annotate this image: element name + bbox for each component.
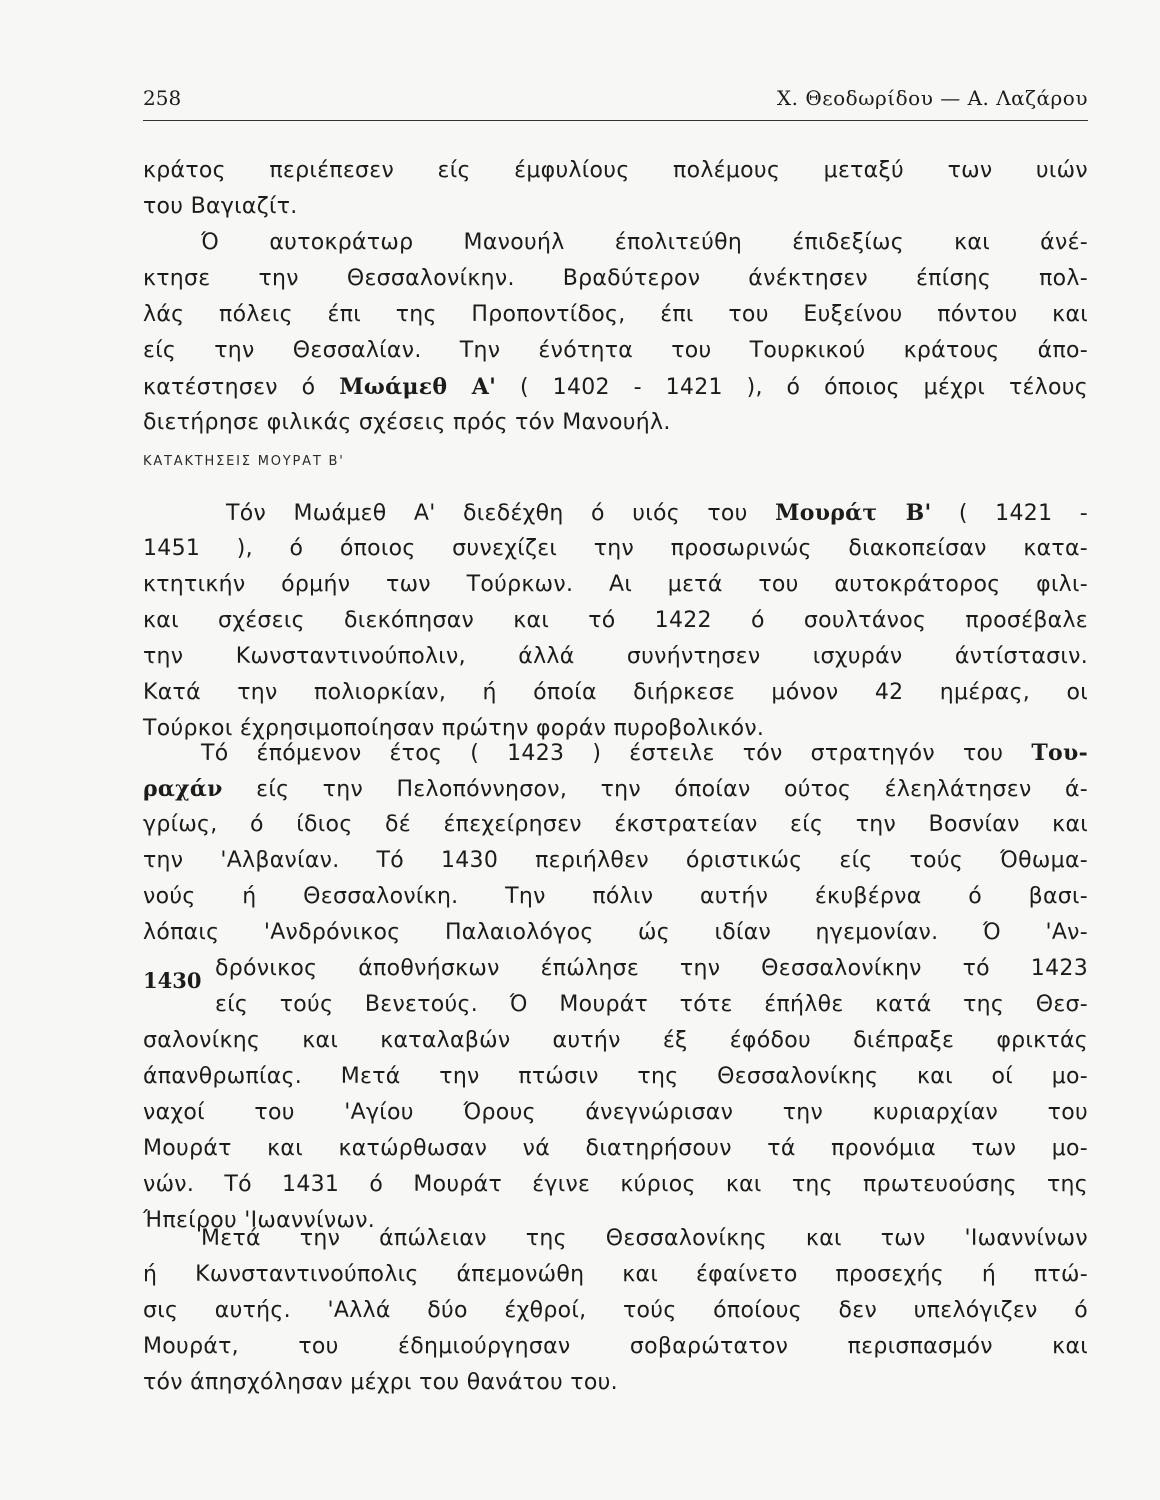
- text-line: άπανθρωπίας. Μετά την πτώσιν της Θεσσαλονίκης και οί μο-: [143, 1064, 1088, 1089]
- text-line: Κατά την πολιορκίαν, ή όποία διήρκεσε μόνον 42 ημέρας, οι: [143, 680, 1088, 705]
- text-line: γρίως, ό ίδιος δέ έπεχείρησεν έκστρατείαν είς την Βοσνίαν και: [143, 812, 1088, 837]
- text-line: λόπαις 'Ανδρόνικος Παλαιολόγος ώς ιδίαν ηγεμονίαν. Ό 'Αν-: [143, 920, 1088, 945]
- bold-name-tourachan-cont: ραχάν: [143, 776, 223, 802]
- margin-year-note: 1430: [143, 968, 202, 993]
- text-line: Μουράτ και κατώρθωσαν νά διατηρήσουν τά προνόμια των μο-: [143, 1136, 1088, 1161]
- text-line: κράτος περιέπεσεν είς έμφυλίους πολέμους μεταξύ των υιών: [143, 158, 1088, 183]
- text-span: είς την Πελοπόννησον, την όποίαν ούτος έλεηλάτησεν ά-: [222, 777, 1088, 802]
- text-line: κτησε την Θεσσαλονίκην. Βραδύτερον άνέκτησεν έπίσης πολ-: [143, 266, 1088, 291]
- text-line: [143, 370, 1088, 404]
- bold-name-moamet: Μωάμεθ Α': [339, 374, 497, 400]
- text-line: είς την Θεσσαλίαν. Την ένότητα του Τουρκικού κράτους άπο-: [143, 338, 1088, 363]
- page-number: 258: [143, 86, 182, 110]
- text-line: την 'Αλβανίαν. Τό 1430 περιήλθεν όριστικώς είς τούς Όθωμα-: [143, 848, 1088, 873]
- text-line: σις αυτής. 'Αλλά δύο έχθροί, τούς όποίους δεν υπελόγιζεν ό: [143, 1298, 1088, 1323]
- text-line: [143, 772, 1088, 806]
- text-span: Τόν Μωάμεθ Α' διεδέχθη ό υιός του: [226, 501, 776, 526]
- text-line: διετήρησε φιλικάς σχέσεις πρός τόν Μανουήλ.: [143, 410, 671, 435]
- text-line: Ό αυτοκράτωρ Μανουήλ έπολιτεύθη έπιδεξίως και άνέ-: [201, 230, 1088, 255]
- text-line: είς τούς Βενετούς. Ό Μουράτ τότε έπήλθε κατά της Θεσ-: [215, 992, 1088, 1017]
- text-line: ναχοί του 'Αγίου Όρους άνεγνώρισαν την κυριαρχίαν του: [143, 1100, 1088, 1125]
- text-span: ( 1402 - 1421 ), ό όποιος μέχρι τέλους: [496, 375, 1088, 400]
- text-line: νούς ή Θεσσαλονίκη. Την πόλιν αυτήν έκυβέρνα ό βασι-: [143, 884, 1088, 909]
- text-line: [143, 496, 1088, 530]
- text-span: κατέστησεν ό: [143, 375, 340, 400]
- text-line: δρόνικος άποθνήσκων έπώλησε την Θεσσαλονίκην τό 1423: [215, 956, 1088, 981]
- text-line: [143, 736, 1088, 770]
- bold-name-mourat: Μουράτ Β': [775, 500, 932, 526]
- text-line: Μουράτ, του έδημιούργησαν σοβαρώτατον περισπασμόν και: [143, 1334, 1088, 1359]
- text-line: 1451 ), ό όποιος συνεχίζει την προσωρινώς διακοπείσαν κατα-: [143, 536, 1088, 561]
- text-line: κτητικήν όρμήν των Τούρκων. Αι μετά του αυτοκράτορος φιλι-: [143, 572, 1088, 597]
- text-span: Τό έπόμενον έτος ( 1423 ) έστειλε τόν στρατηγόν του: [201, 741, 1032, 766]
- text-line: Μετά την άπώλειαν της Θεσσαλονίκης και των 'Ιωαννίνων: [201, 1226, 1088, 1251]
- text-line: τόν άπησχόλησαν μέχρι του θανάτου του.: [143, 1370, 618, 1395]
- section-heading: ΚΑΤΑΚΤΗΣΕΙΣ ΜΟΥΡΑΤ Β': [143, 454, 345, 469]
- text-span: ( 1421 -: [931, 501, 1088, 526]
- text-line: την Κωνσταντινούπολιν, άλλά συνήντησεν ισχυράν άντίστασιν.: [143, 644, 1088, 669]
- text-line: λάς πόλεις έπι της Προποντίδος, έπι του Ευξείνου πόντου και: [143, 302, 1088, 327]
- text-line: νών. Τό 1431 ό Μουράτ έγινε κύριος και της πρωτευούσης της: [143, 1172, 1088, 1197]
- text-line: σαλονίκης και καταλαβών αυτήν έξ έφόδου διέπραξε φρικτάς: [143, 1028, 1088, 1053]
- page-header: [143, 84, 1088, 121]
- text-line: και σχέσεις διεκόπησαν και τό 1422 ό σουλτάνος προσέβαλε: [143, 608, 1088, 633]
- text-line: Ήπείρου 'Ιωαννίνων.: [143, 1208, 376, 1233]
- running-head: Χ. Θεοδωρίδου — Α. Λαζάρου: [776, 86, 1088, 110]
- text-line: του Βαγιαζίτ.: [143, 194, 298, 219]
- bold-name-tourachan: Του-: [1031, 740, 1088, 766]
- text-line: Τούρκοι έχρησιμοποίησαν πρώτην φοράν πυροβολικόν.: [143, 716, 765, 741]
- text-line: ή Κωνσταντινούπολις άπεμονώθη και έφαίνετο προσεχής ή πτώ-: [143, 1262, 1088, 1287]
